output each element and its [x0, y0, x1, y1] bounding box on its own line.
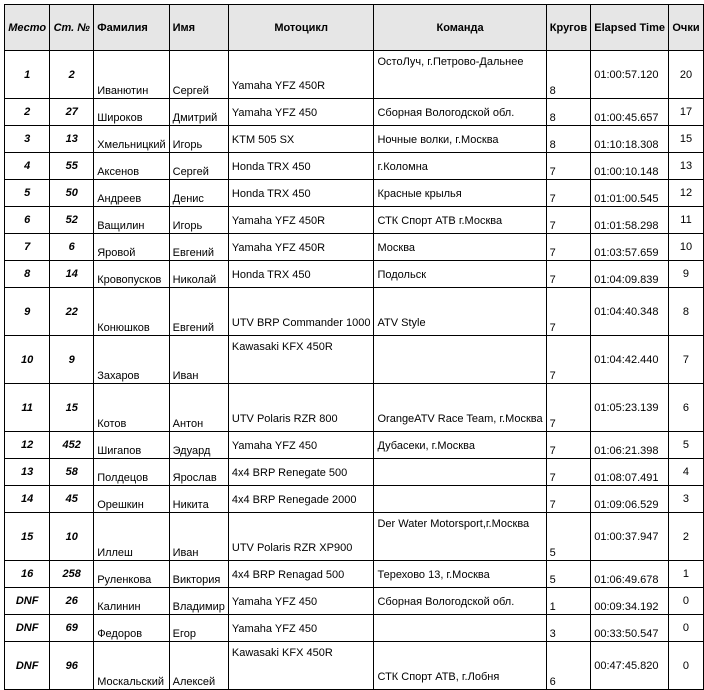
cell-points: 13	[668, 153, 703, 180]
table-row	[5, 513, 704, 561]
cell-last-name: Федоров	[94, 615, 169, 642]
cell-elapsed-time: 00:47:45.820	[591, 642, 669, 690]
cell-team: СТК Спорт АТВ г.Москва	[374, 207, 546, 234]
cell-number: 9	[50, 336, 94, 384]
cell-elapsed-time: 01:03:57.659	[591, 234, 669, 261]
table-row	[5, 459, 704, 486]
cell-team: OrangeATV Race Team, г.Москва	[374, 384, 546, 432]
cell-elapsed-time: 01:04:09.839	[591, 261, 669, 288]
cell-laps: 8	[546, 126, 591, 153]
cell-laps: 7	[546, 432, 591, 459]
cell-points: 20	[668, 51, 703, 99]
cell-place: DNF	[5, 642, 50, 690]
cell-number: 6	[50, 234, 94, 261]
cell-bike: Yamaha YFZ 450	[228, 99, 374, 126]
cell-first-name: Эдуард	[169, 432, 228, 459]
cell-bike: Honda TRX 450	[228, 180, 374, 207]
cell-team: Сборная Вологодской обл.	[374, 588, 546, 615]
table-row	[5, 207, 704, 234]
cell-last-name: Хмельницкий	[94, 126, 169, 153]
cell-points: 7	[668, 336, 703, 384]
cell-points: 12	[668, 180, 703, 207]
cell-first-name: Ярослав	[169, 459, 228, 486]
cell-last-name: Ващилин	[94, 207, 169, 234]
cell-team: ОстоЛуч, г.Петрово-Дальнее	[374, 51, 546, 99]
cell-points: 0	[668, 615, 703, 642]
cell-last-name: Полдецов	[94, 459, 169, 486]
cell-bike: Yamaha YFZ 450R	[228, 51, 374, 99]
cell-number: 96	[50, 642, 94, 690]
cell-number: 22	[50, 288, 94, 336]
cell-number: 13	[50, 126, 94, 153]
cell-laps: 1	[546, 588, 591, 615]
cell-number: 69	[50, 615, 94, 642]
cell-laps: 7	[546, 459, 591, 486]
cell-bike: Yamaha YFZ 450R	[228, 234, 374, 261]
cell-place: 3	[5, 126, 50, 153]
cell-number: 52	[50, 207, 94, 234]
cell-last-name: Захаров	[94, 336, 169, 384]
cell-elapsed-time: 00:09:34.192	[591, 588, 669, 615]
cell-place: 12	[5, 432, 50, 459]
cell-points: 0	[668, 588, 703, 615]
cell-last-name: Андреев	[94, 180, 169, 207]
cell-number: 27	[50, 99, 94, 126]
cell-bike: UTV Polaris RZR XP900	[228, 513, 374, 561]
cell-points: 15	[668, 126, 703, 153]
cell-bike: KTM 505 SX	[228, 126, 374, 153]
cell-first-name: Игорь	[169, 126, 228, 153]
header-number: Ст. №	[50, 5, 94, 51]
cell-team: Der Water Motorsport,г.Москва	[374, 513, 546, 561]
cell-number: 452	[50, 432, 94, 459]
cell-team: СТК Спорт АТВ, г.Лобня	[374, 642, 546, 690]
cell-place: 2	[5, 99, 50, 126]
cell-points: 5	[668, 432, 703, 459]
header-laps: Кругов	[546, 5, 591, 51]
cell-laps: 8	[546, 51, 591, 99]
cell-points: 4	[668, 459, 703, 486]
cell-bike: 4x4 BRP Renegade 2000	[228, 486, 374, 513]
cell-team	[374, 486, 546, 513]
cell-first-name: Егор	[169, 615, 228, 642]
cell-first-name: Николай	[169, 261, 228, 288]
cell-first-name: Никита	[169, 486, 228, 513]
table-row	[5, 234, 704, 261]
table-row	[5, 432, 704, 459]
table-row	[5, 180, 704, 207]
cell-place: DNF	[5, 615, 50, 642]
cell-last-name: Котов	[94, 384, 169, 432]
header-points: Очки	[668, 5, 703, 51]
cell-team: Москва	[374, 234, 546, 261]
cell-first-name: Иван	[169, 336, 228, 384]
table-row	[5, 642, 704, 690]
cell-points: 10	[668, 234, 703, 261]
cell-team	[374, 336, 546, 384]
cell-points: 1	[668, 561, 703, 588]
results-table	[4, 4, 704, 690]
cell-last-name: Широков	[94, 99, 169, 126]
cell-first-name: Иван	[169, 513, 228, 561]
cell-place: 1	[5, 51, 50, 99]
cell-laps: 8	[546, 99, 591, 126]
cell-first-name: Сергей	[169, 51, 228, 99]
cell-elapsed-time: 01:10:18.308	[591, 126, 669, 153]
header-last-name: Фамилия	[94, 5, 169, 51]
cell-first-name: Владимир	[169, 588, 228, 615]
cell-bike: Yamaha YFZ 450	[228, 588, 374, 615]
cell-elapsed-time: 00:33:50.547	[591, 615, 669, 642]
cell-place: 16	[5, 561, 50, 588]
cell-first-name: Антон	[169, 384, 228, 432]
cell-last-name: Орешкин	[94, 486, 169, 513]
cell-first-name: Игорь	[169, 207, 228, 234]
cell-number: 55	[50, 153, 94, 180]
cell-place: 11	[5, 384, 50, 432]
cell-bike: Honda TRX 450	[228, 261, 374, 288]
table-row	[5, 336, 704, 384]
cell-first-name: Евгений	[169, 288, 228, 336]
cell-number: 58	[50, 459, 94, 486]
cell-bike: Yamaha YFZ 450R	[228, 207, 374, 234]
cell-elapsed-time: 01:04:42.440	[591, 336, 669, 384]
cell-first-name: Евгений	[169, 234, 228, 261]
cell-points: 2	[668, 513, 703, 561]
cell-first-name: Дмитрий	[169, 99, 228, 126]
cell-elapsed-time: 01:00:57.120	[591, 51, 669, 99]
cell-last-name: Аксенов	[94, 153, 169, 180]
table-row	[5, 615, 704, 642]
cell-number: 26	[50, 588, 94, 615]
cell-elapsed-time: 01:08:07.491	[591, 459, 669, 486]
cell-laps: 7	[546, 384, 591, 432]
cell-elapsed-time: 01:00:45.657	[591, 99, 669, 126]
cell-first-name: Сергей	[169, 153, 228, 180]
cell-first-name: Алексей	[169, 642, 228, 690]
cell-laps: 7	[546, 486, 591, 513]
cell-laps: 7	[546, 261, 591, 288]
cell-place: 7	[5, 234, 50, 261]
table-row	[5, 51, 704, 99]
table-row	[5, 153, 704, 180]
cell-place: 4	[5, 153, 50, 180]
cell-elapsed-time: 01:09:06.529	[591, 486, 669, 513]
cell-bike: Kawasaki KFX 450R	[228, 336, 374, 384]
cell-laps: 3	[546, 615, 591, 642]
cell-laps: 7	[546, 207, 591, 234]
cell-last-name: Руленкова	[94, 561, 169, 588]
cell-elapsed-time: 01:00:37.947	[591, 513, 669, 561]
cell-last-name: Яровой	[94, 234, 169, 261]
table-row	[5, 288, 704, 336]
cell-place: 6	[5, 207, 50, 234]
cell-laps: 5	[546, 513, 591, 561]
table-row	[5, 561, 704, 588]
cell-number: 50	[50, 180, 94, 207]
cell-laps: 7	[546, 153, 591, 180]
cell-team: г.Коломна	[374, 153, 546, 180]
header-row	[5, 5, 704, 51]
cell-place: 5	[5, 180, 50, 207]
cell-points: 11	[668, 207, 703, 234]
header-place: Место	[5, 5, 50, 51]
cell-elapsed-time: 01:01:00.545	[591, 180, 669, 207]
cell-last-name: Шигапов	[94, 432, 169, 459]
cell-points: 9	[668, 261, 703, 288]
cell-place: 13	[5, 459, 50, 486]
cell-number: 258	[50, 561, 94, 588]
table-row	[5, 99, 704, 126]
cell-number: 10	[50, 513, 94, 561]
header-bike: Мотоцикл	[228, 5, 374, 51]
cell-points: 8	[668, 288, 703, 336]
cell-bike: Yamaha YFZ 450	[228, 432, 374, 459]
cell-points: 3	[668, 486, 703, 513]
cell-place: 10	[5, 336, 50, 384]
cell-bike: 4x4 BRP Renagad 500	[228, 561, 374, 588]
cell-points: 6	[668, 384, 703, 432]
cell-team: Подольск	[374, 261, 546, 288]
cell-team	[374, 615, 546, 642]
cell-elapsed-time: 01:06:21.398	[591, 432, 669, 459]
table-row	[5, 486, 704, 513]
cell-bike: Honda TRX 450	[228, 153, 374, 180]
cell-elapsed-time: 01:06:49.678	[591, 561, 669, 588]
cell-last-name: Кровопусков	[94, 261, 169, 288]
table-row	[5, 384, 704, 432]
cell-elapsed-time: 01:01:58.298	[591, 207, 669, 234]
cell-number: 45	[50, 486, 94, 513]
cell-team: ATV Style	[374, 288, 546, 336]
cell-laps: 7	[546, 288, 591, 336]
cell-number: 15	[50, 384, 94, 432]
cell-bike: Yamaha YFZ 450	[228, 615, 374, 642]
cell-bike: 4x4 BRP Renegate 500	[228, 459, 374, 486]
header-team: Команда	[374, 5, 546, 51]
cell-elapsed-time: 01:04:40.348	[591, 288, 669, 336]
cell-team: Дубасеки, г.Москва	[374, 432, 546, 459]
cell-place: 9	[5, 288, 50, 336]
cell-place: 15	[5, 513, 50, 561]
cell-team: Терехово 13, г.Москва	[374, 561, 546, 588]
cell-place: 8	[5, 261, 50, 288]
table-row	[5, 126, 704, 153]
cell-bike: Kawasaki KFX 450R	[228, 642, 374, 690]
cell-laps: 5	[546, 561, 591, 588]
cell-last-name: Москальский	[94, 642, 169, 690]
cell-team: Сборная Вологодской обл.	[374, 99, 546, 126]
cell-last-name: Иванютин	[94, 51, 169, 99]
cell-bike: UTV BRP Commander 1000	[228, 288, 374, 336]
cell-team	[374, 459, 546, 486]
cell-last-name: Калинин	[94, 588, 169, 615]
cell-team: Красные крылья	[374, 180, 546, 207]
cell-number: 2	[50, 51, 94, 99]
cell-points: 17	[668, 99, 703, 126]
table-row	[5, 588, 704, 615]
cell-elapsed-time: 01:05:23.139	[591, 384, 669, 432]
table-row	[5, 261, 704, 288]
cell-number: 14	[50, 261, 94, 288]
cell-last-name: Иллеш	[94, 513, 169, 561]
cell-laps: 6	[546, 642, 591, 690]
header-first-name: Имя	[169, 5, 228, 51]
cell-laps: 7	[546, 180, 591, 207]
cell-place: 14	[5, 486, 50, 513]
cell-bike: UTV Polaris RZR 800	[228, 384, 374, 432]
cell-points: 0	[668, 642, 703, 690]
header-elapsed-time: Elapsed Time	[591, 5, 669, 51]
cell-place: DNF	[5, 588, 50, 615]
cell-team: Ночные волки, г.Москва	[374, 126, 546, 153]
cell-laps: 7	[546, 234, 591, 261]
cell-last-name: Конюшков	[94, 288, 169, 336]
cell-laps: 7	[546, 336, 591, 384]
cell-elapsed-time: 01:00:10.148	[591, 153, 669, 180]
cell-first-name: Денис	[169, 180, 228, 207]
cell-first-name: Виктория	[169, 561, 228, 588]
